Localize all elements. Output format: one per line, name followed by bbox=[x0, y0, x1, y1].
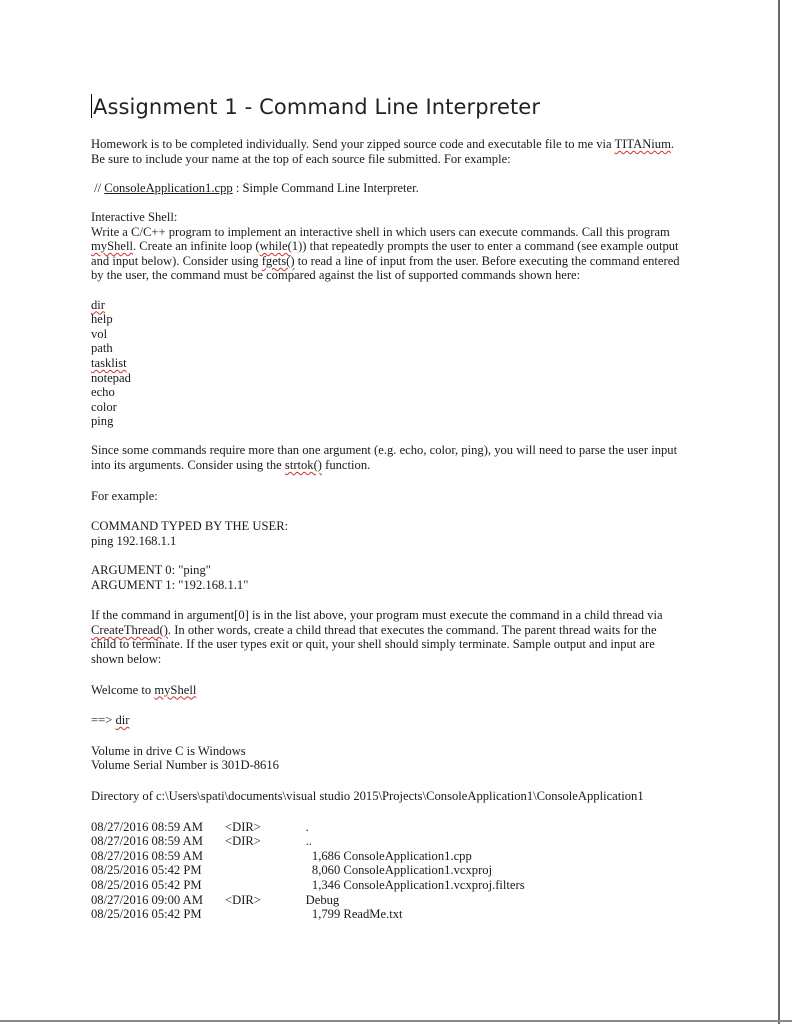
argument-1: ARGUMENT 1: "192.168.1.1" bbox=[91, 577, 249, 592]
table-row: 08/25/2016 05:42 PM 1,799 ReadMe.txt bbox=[91, 907, 403, 922]
thread-line-2: CreateThread(). In other words, create a child thread that executes the command. The parent thread waits for the bbox=[91, 622, 657, 637]
volume-line-1: Volume in drive C is Windows bbox=[91, 743, 246, 758]
thread-line-3: child to terminate. If the user types exit or quit, your shell should simply terminate. Sample output and input are bbox=[91, 637, 655, 652]
page-edge-bottom bbox=[0, 1020, 792, 1022]
typed-label: COMMAND TYPED BY THE USER: bbox=[91, 519, 289, 534]
for-example: For example: bbox=[91, 488, 158, 503]
prompt-line: ==> dir bbox=[91, 713, 130, 728]
table-row: 08/27/2016 08:59 AM 1,686 ConsoleApplication1.cpp bbox=[91, 848, 472, 863]
typed-value: ping 192.168.1.1 bbox=[91, 533, 177, 548]
list-item: echo bbox=[91, 385, 115, 400]
thread-line-4: shown below: bbox=[91, 652, 162, 666]
table-row: 08/27/2016 09:00 AM <DIR> Debug bbox=[91, 892, 340, 907]
interactive-line-2: myShell. Create an infinite loop (while(1)) that repeatedly prompts the user to enter a command (see example output bbox=[91, 239, 679, 254]
interactive-line-1: Write a C/C++ program to implement an interactive shell in which users can execute commands. Call this program bbox=[91, 224, 670, 239]
table-row: 08/27/2016 08:59 AM <DIR> . bbox=[91, 819, 309, 834]
list-item: vol bbox=[91, 326, 108, 341]
example-comment: // ConsoleApplication1.cpp : Simple Command Line Interpreter. bbox=[91, 180, 419, 195]
list-item: tasklist bbox=[91, 355, 127, 370]
directory-of: Directory of c:\Users\spati\documents\visual studio 2015\Projects\ConsoleApplication1\ConsoleApplication1 bbox=[91, 788, 644, 803]
table-row: 08/27/2016 08:59 AM <DIR> .. bbox=[91, 834, 312, 849]
page-edge-right bbox=[778, 0, 780, 1024]
list-item: path bbox=[91, 341, 113, 356]
titanium-word: TITANium bbox=[614, 137, 671, 151]
intro-line-1: Homework is to be completed individually. Send your zipped source code and executable file to me via TITANium. bbox=[91, 137, 675, 151]
thread-line-1: If the command in argument[0] is in the list above, your program must execute the command in a child thread via bbox=[91, 608, 663, 623]
interactive-heading: Interactive Shell: bbox=[91, 209, 178, 224]
directory-listing bbox=[91, 820, 731, 922]
list-item: help bbox=[91, 312, 113, 327]
interactive-line-3: and input below). Consider using fgets() to read a line of input from the user. Before executing the command entered bbox=[91, 253, 680, 268]
volume-line-2: Volume Serial Number is 301D-8616 bbox=[91, 758, 279, 773]
document-title-text: Assignment 1 - Command Line Interpreter bbox=[93, 95, 541, 119]
document-body[interactable] bbox=[91, 93, 731, 922]
text-cursor bbox=[91, 94, 92, 118]
args-line-2: into its arguments. Consider using the strtok() function. bbox=[91, 458, 371, 473]
document-title bbox=[91, 93, 731, 121]
example-file-link: ConsoleApplication1.cpp bbox=[104, 180, 233, 195]
welcome-line: Welcome to myShell bbox=[91, 682, 197, 697]
command-list bbox=[91, 298, 731, 429]
list-item: ping bbox=[91, 414, 114, 429]
interactive-line-4: by the user, the command must be compared against the list of supported commands shown here: bbox=[91, 268, 581, 283]
list-item: notepad bbox=[91, 370, 131, 385]
intro-line-2: Be sure to include your name at the top of each source file submitted. For example: bbox=[91, 151, 511, 166]
argument-0: ARGUMENT 0: "ping" bbox=[91, 563, 211, 578]
table-row: 08/25/2016 05:42 PM 8,060 ConsoleApplication1.vcxproj bbox=[91, 863, 493, 878]
table-row: 08/25/2016 05:42 PM 1,346 ConsoleApplication1.vcxproj.filters bbox=[91, 877, 525, 892]
list-item: dir bbox=[91, 297, 105, 312]
list-item: color bbox=[91, 399, 117, 414]
args-line-1: Since some commands require more than one argument (e.g. echo, color, ping), you will need to parse the user input bbox=[91, 443, 678, 458]
